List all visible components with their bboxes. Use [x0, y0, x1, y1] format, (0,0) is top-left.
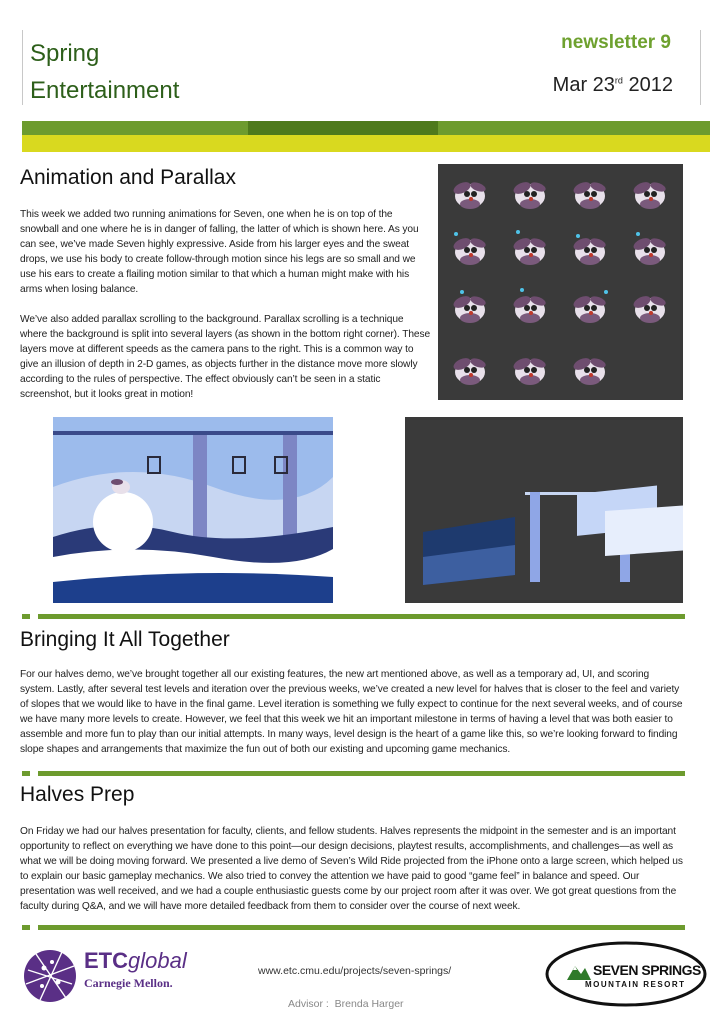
cmu-text: Carnegie Mellon. — [84, 976, 173, 990]
parallax-graphic — [405, 417, 683, 603]
etc-globe-icon — [22, 940, 82, 1010]
section-divider — [38, 614, 685, 619]
section-heading-halves-prep: Halves Prep — [20, 783, 135, 806]
section-body-halves-prep — [20, 824, 685, 929]
game-scene-graphic — [53, 417, 333, 603]
paragraph: We’ve also added parallax scrolling to the background. Parallax scrolling is a technique where the background is split into several layers (as shown in the bottom right corner). These layers move at different speeds as the camera pans to the right. This is a common way to give an illusion of depth in 2-D games, as objects further in the distance move more slowly according to the rules of perspective. The effect obviously can’t be seen in a static screenshot, but it looks great in motion! — [20, 314, 431, 400]
title-line-1: Spring — [30, 40, 100, 67]
section-divider — [38, 771, 685, 776]
section-heading-animation: Animation and Parallax — [20, 166, 236, 189]
footer-divider — [22, 925, 30, 930]
etc-global-logo — [22, 940, 202, 1012]
sprite-sheet-graphic — [438, 164, 683, 400]
paragraph: This week we added two running animations for Seven, one when he is on top of the snowball and one where he is in danger of falling, the latter of which is shown here. As you can see, we’ve made Seven highly expressive. Aside from his larger eyes and the sweat drops, we use his body to create follow-through motion since his legs are so small and we use his ears to create a flailing motion similar to that which a human might make with his arms when losing balance. — [20, 209, 419, 295]
header-left-border — [22, 30, 23, 105]
paragraph: For our halves demo, we’ve brought together all our existing features, the new art mentioned above, as well as a temporary ad, UI, and scoring system. Lastly, after several test levels and iteration over the previous weeks, we’ve created a new level for halves that is closer to the feel and variety of slopes that we would like to have in the final game. Level iteration is something we fully expect to continue for the next several weeks, and of course we have many more levels to create. However, we feel that this week we hit an important milestone in terms of having a level that was both easier to assemble and more fun to play than our initial attempts. In many ways, level design is the heart of a game like this, so we’re looking forward to finding slope shapes and arrangements that maximize the fun out of both our existing and upcoming game mechanics. — [20, 669, 683, 755]
sprite-sheet-image — [438, 164, 683, 400]
newsletter-date — [553, 74, 673, 97]
date-day: Mar 23 — [552, 74, 615, 96]
date-suffix: rd — [614, 75, 623, 86]
seven-springs-logo — [545, 940, 707, 1008]
global-text: global — [128, 948, 187, 973]
section-body-bringing-together — [20, 667, 685, 772]
section-divider — [22, 614, 30, 619]
parallax-layers-image — [405, 417, 683, 603]
section-divider — [22, 771, 30, 776]
header-band-green-dark — [248, 121, 438, 135]
advisor-text: Advisor : Brenda Harger — [288, 998, 404, 1010]
date-year: 2012 — [628, 74, 673, 96]
mountain-resort-text: MOUNTAIN RESORT — [585, 980, 686, 989]
section-body-animation — [20, 207, 430, 417]
section-heading-bringing-together: Bringing It All Together — [20, 628, 230, 651]
game-screenshot — [53, 417, 333, 603]
seven-springs-text: SEVEN SPRINGS — [593, 962, 701, 978]
header-right-border — [700, 30, 701, 105]
paragraph: On Friday we had our halves presentation for faculty, clients, and fellow students. Halves represents the midpoint in the semester and is an important opportunity to reflect on everything we have done to this point—our design decisions, playtest results, accomplishments, and challenges—as well as what we will be doing moving forward. We presented a live demo of Seven’s Wild Ride projected from the iPhone onto a large screen, which helped us to explain our basic gameplay mechanics. We also tried to convey the attention we have paid to good “game feel” in balance and speed. Our presentation was well received, and we had a couple enthusiastic guests come by our project room after it was over. We got great questions from the faculty during Q&A, and we will have more detailed feedback from them to consider over the course of next week. — [20, 826, 683, 912]
etc-logo-text — [84, 948, 187, 974]
etc-text: ETC — [84, 948, 128, 973]
header-band-yellow — [22, 135, 710, 152]
newsletter-number: newsletter 9 — [561, 32, 671, 53]
footer-divider — [38, 925, 685, 930]
title-line-2: Entertainment — [30, 77, 180, 104]
project-url[interactable]: www.etc.cmu.edu/projects/seven-springs/ — [258, 965, 452, 977]
